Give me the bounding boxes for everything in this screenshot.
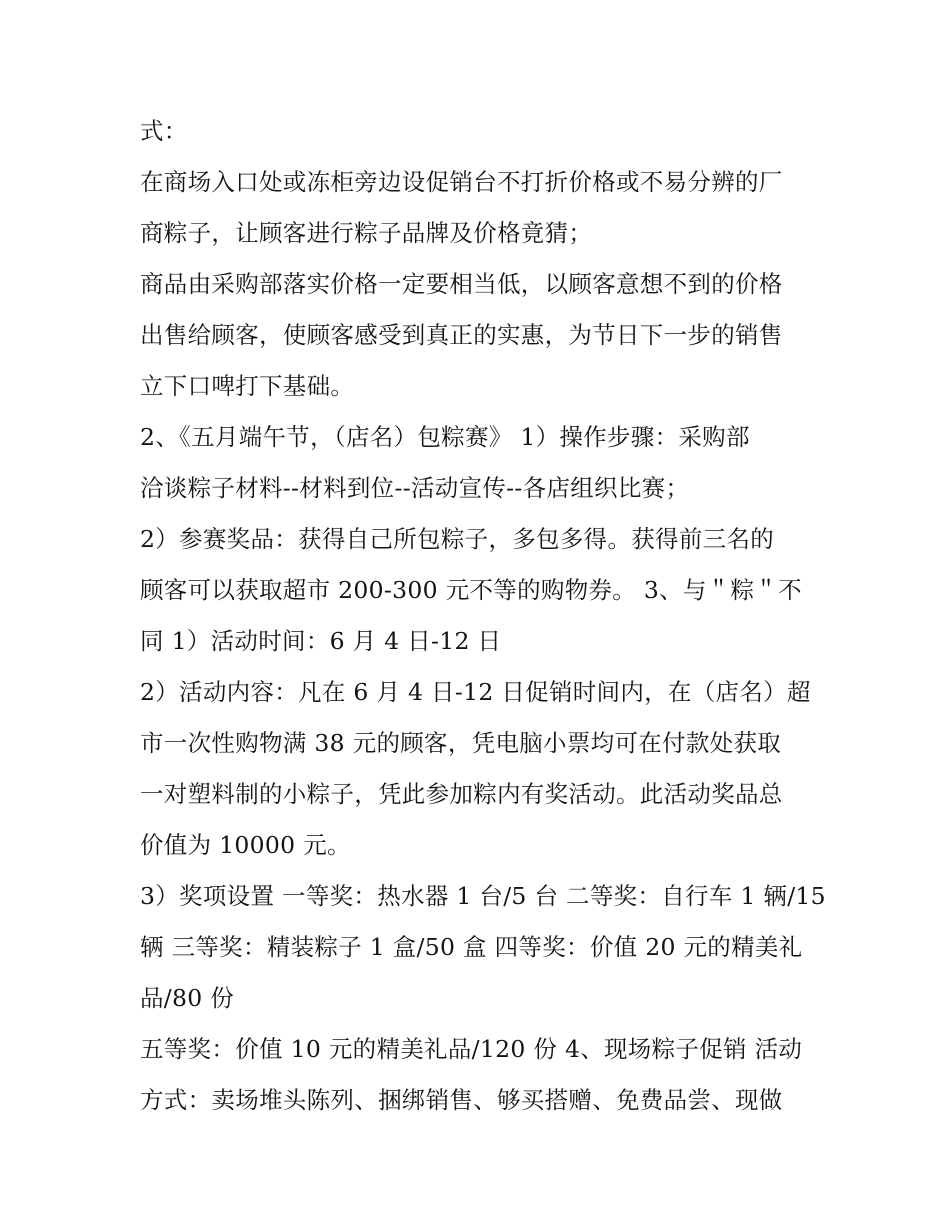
text-line: 方式：卖场堆头陈列、捆绑销售、够买搭赠、免费品尝、现做 [140,1086,783,1114]
text-line: 出售给顾客，使顾客感受到真正的实惠，为节日下一步的销售 [140,321,783,349]
text-line: 在商场入口处或冻柜旁边设促销台不打折价格或不易分辨的厂 [140,168,783,196]
text-line: 商品由采购部落实价格一定要相当低，以顾客意想不到的价格 [140,270,783,298]
body-text [140,106,826,1126]
text-line: 3）奖项设置 一等奖：热水器 1 台/5 台 二等奖：自行车 1 辆/15 [140,882,826,910]
text-line: 顾客可以获取超市 200-300 元不等的购物券。 3、与＂粽＂不 [140,576,802,604]
text-line: 2、《五月端午节，（店名）包粽赛》 1）操作步骤：采购部 [140,423,750,451]
text-line: 市一次性购物满 38 元的顾客，凭电脑小票均可在付款处获取 [140,729,782,757]
text-line: 2）参赛奖品：获得自己所包粽子，多包多得。获得前三名的 [140,525,775,553]
text-line: 辆 三等奖：精装粽子 1 盒/50 盒 四等奖：价值 20 元的精美礼 [140,933,803,961]
text-line: 商粽子，让顾客进行粽子品牌及价格竟猜； [140,219,593,247]
text-line: 价值为 10000 元。 [140,831,351,859]
text-line: 品/80 份 [140,984,235,1012]
text-line: 一对塑料制的小粽子，凭此参加粽内有奖活动。此活动奖品总 [140,780,783,808]
text-line: 同 1）活动时间：6 月 4 日-12 日 [140,627,502,655]
text-line: 五等奖：价值 10 元的精美礼品/120 份 4、现场粽子促销 活动 [140,1035,803,1063]
text-line: 式： [140,117,188,145]
text-line: 洽谈粽子材料--材料到位--活动宣传--各店组织比赛； [140,474,690,502]
text-line: 2）活动内容：凡在 6 月 4 日-12 日促销时间内，在（店名）超 [140,678,811,706]
text-line: 立下口啤打下基础。 [140,372,355,400]
